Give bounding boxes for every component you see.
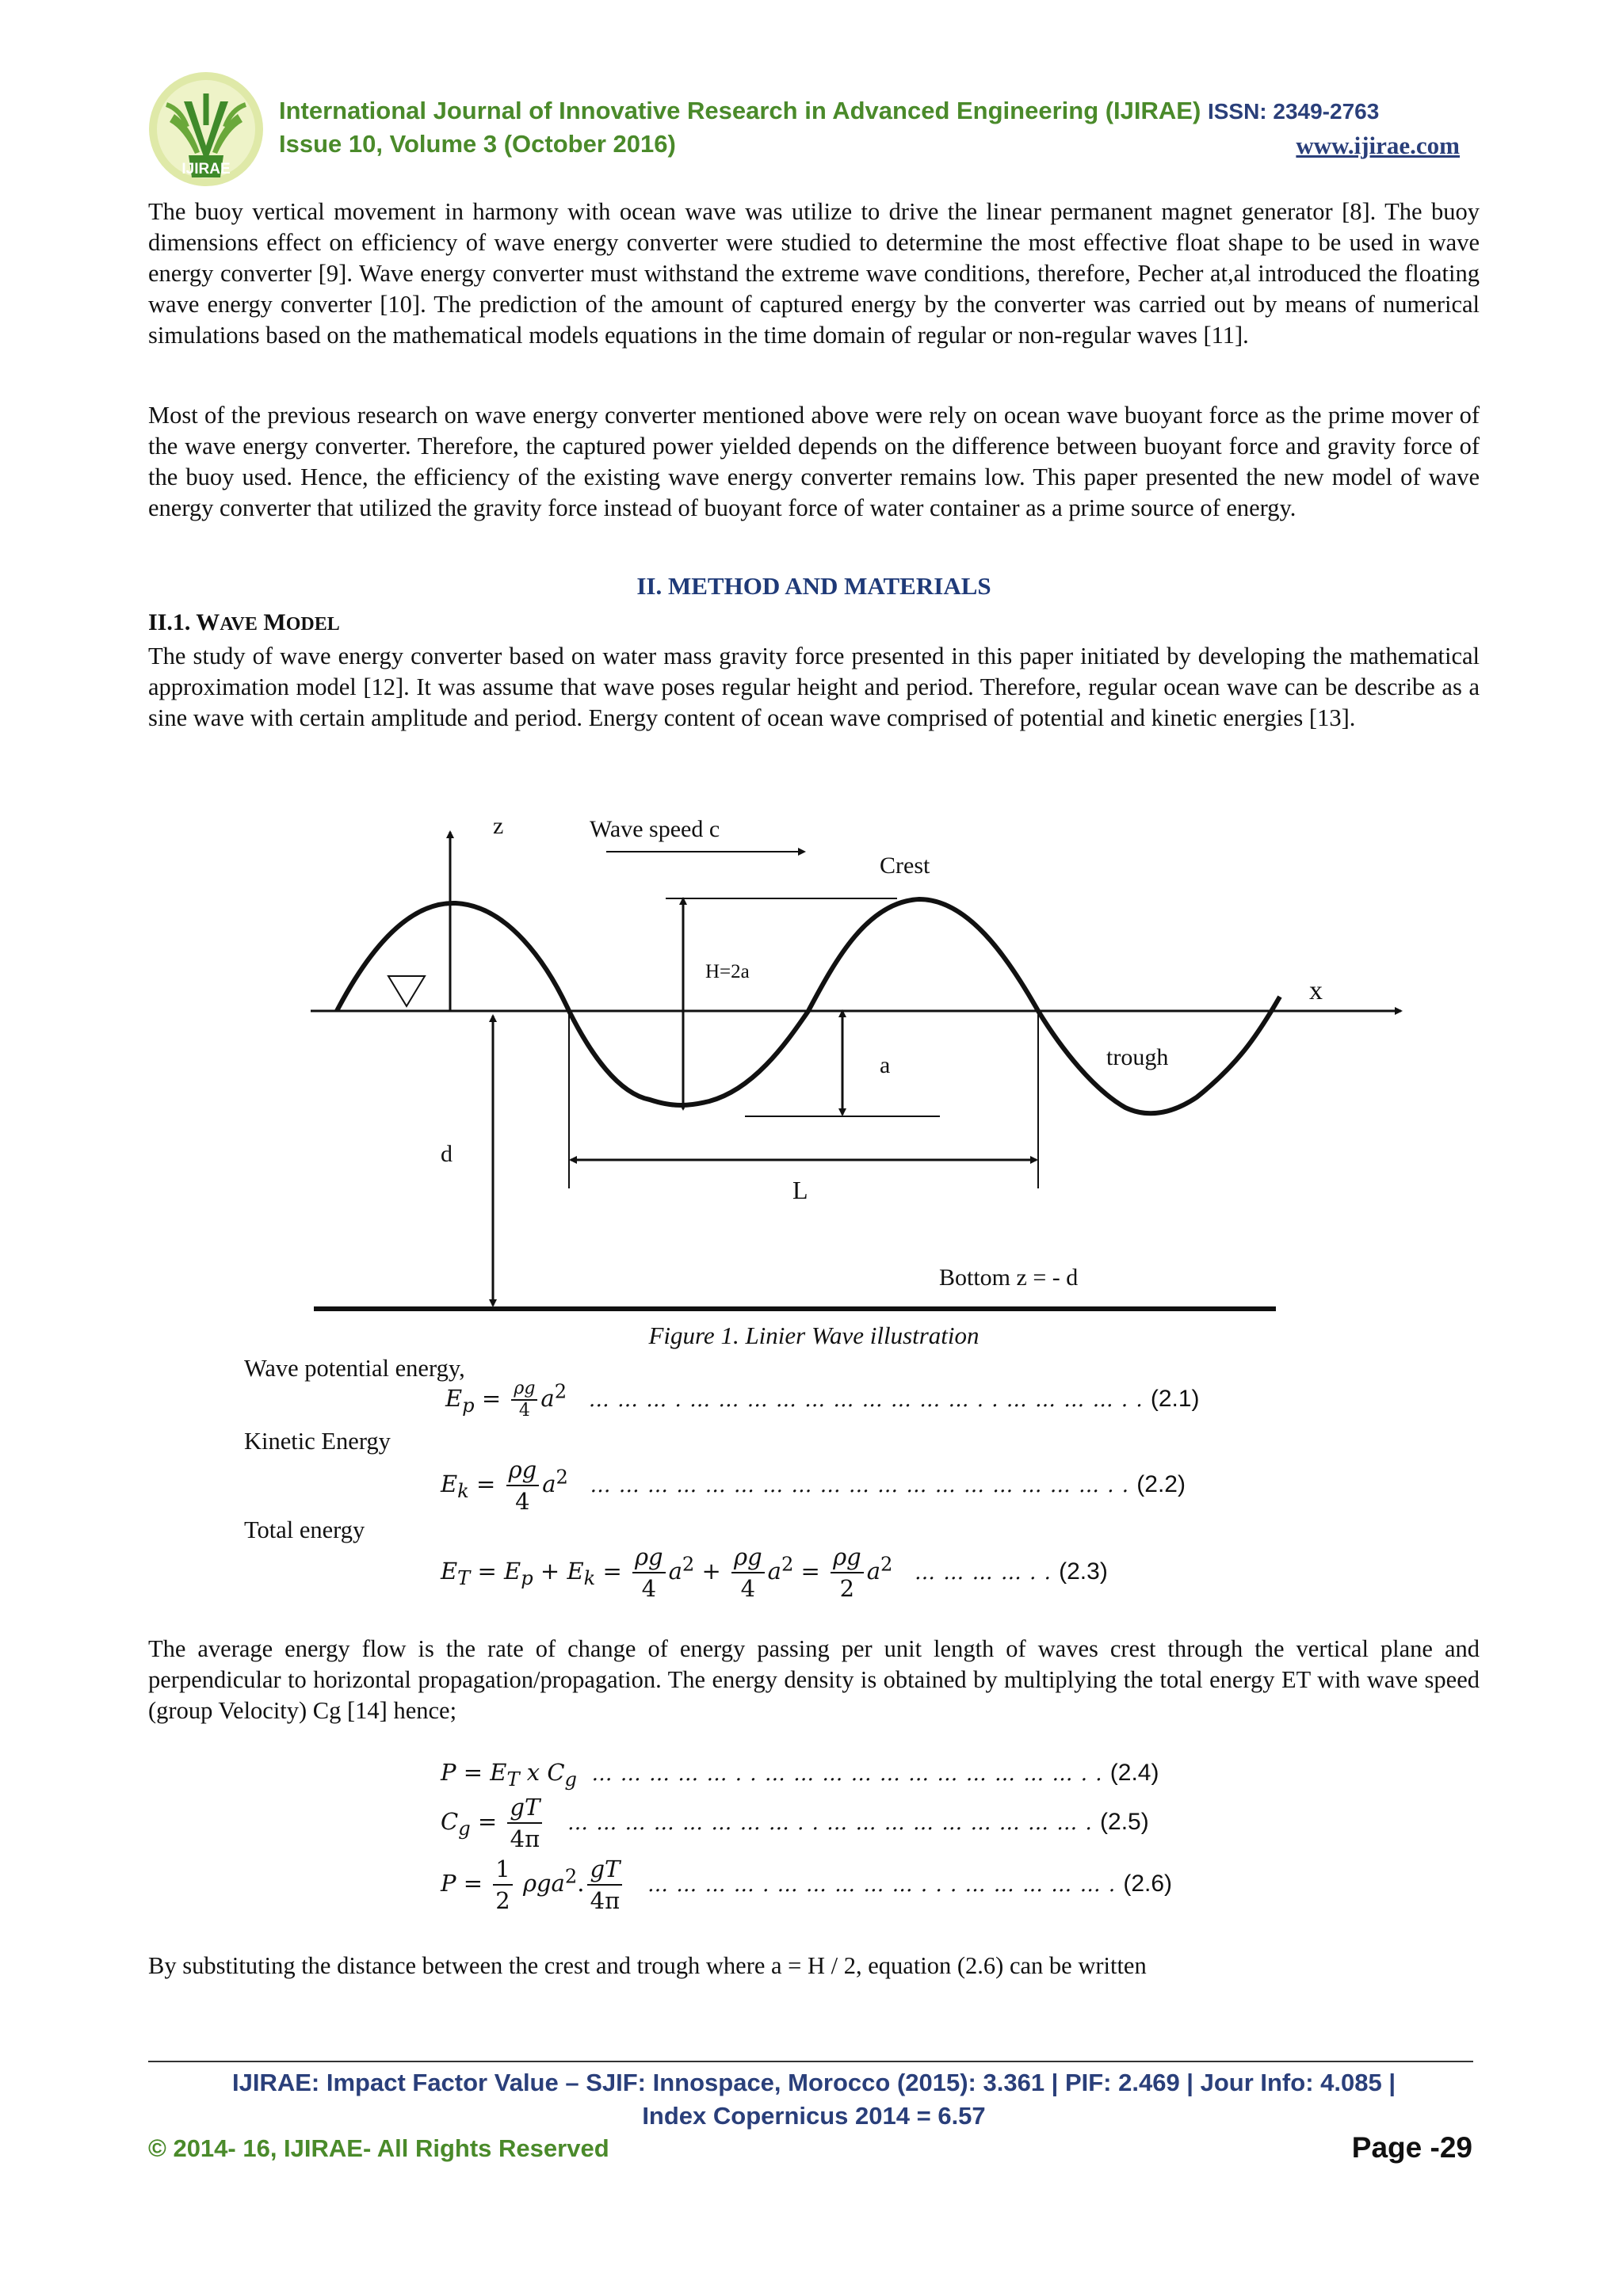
issue-info: Issue 10, Volume 3 (October 2016) — [279, 130, 676, 158]
potential-energy-label: Wave potential energy, — [244, 1355, 465, 1382]
bottom-label: Bottom z = - d — [939, 1264, 1079, 1291]
paragraph-4: The average energy flow is the rate of change of energy passing per unit length of waves crest through the vertical plane and perpendicular to horizontal propagation/propagation. The energy density is obtained by multiplying the total energy ET with wave speed (group Velocity) Cg [14] hence; — [148, 1635, 1480, 1724]
equation-2-6: P = $\frac{1}{2}$ ρga$^2$. $\frac{gT}{4\pi}$ … … … … . … … … … … . . . … … … … … . (2.6) — [441, 1855, 1173, 1914]
equation-2-5: $C_g$ = $\frac{gT}{4\pi}$ … … … … … … … … . . … … … … … … … … … . (2.5) — [441, 1794, 1149, 1852]
figure-caption: Figure 1. Linier Wave illustration — [648, 1322, 980, 1349]
wavelength-label: L — [792, 1176, 808, 1204]
paragraph-2: Most of the previous research on wave energy converter mentioned above were rely on ocean wave buoyant force as the prime mover of the wave energy converter. Therefore, the captured power yielded depends on the difference between buoyant force and gravity force of the buoy used. Hence, the efficiency of the existing wave energy converter remains low. This paper presented the new model of wave energy converter that utilized the gravity force instead of buoyant force of water container as a prime source of energy. — [148, 402, 1480, 521]
section-title: II. METHOD AND MATERIALS — [636, 572, 991, 600]
footer-divider — [148, 2061, 1473, 2062]
z-label: z — [493, 813, 504, 839]
journal-url[interactable]: www.ijirae.com — [1296, 132, 1460, 159]
x-label: x — [1309, 976, 1323, 1005]
paragraph-5: By substituting the distance between the crest and trough where a = H / 2, equation (2.6) can be written — [148, 1952, 1147, 1979]
a-label: a — [880, 1052, 891, 1078]
page-number: Page -29 — [1351, 2131, 1472, 2164]
subsection-title: II.1. WAVE MODEL — [148, 609, 340, 635]
wave-curve — [337, 899, 1280, 1113]
equation-2-4: $P = E_T$ x $C_g$ … … … … … . . … … … … … … … … … … … . . (2.4) — [441, 1759, 1159, 1791]
copyright: © 2014- 16, IJIRAE- All Rights Reserved — [148, 2134, 609, 2162]
footer-impact: IJIRAE: Impact Factor Value – SJIF: Innospace, Morocco (2015): 3.361 | PIF: 2.469 | Jour Info: 4.085 | Index Copernicus 2014 = 6.57 — [232, 2069, 1396, 2130]
water-level-icon — [388, 976, 425, 1006]
d-label: d — [441, 1141, 453, 1167]
issn: ISSN: 2349-2763 — [1207, 99, 1380, 124]
paragraph-3: The study of wave energy converter based on water mass gravity force presented in this paper initiated by developing the mathematical approximation model [12]. It was assume that wave poses regular height and period. Therefore, regular ocean wave can be describe as a sine wave with certain amplitude and period. Energy content of ocean wave comprised of potential and kinetic energies [13]. — [148, 643, 1480, 731]
height-label: H=2a — [705, 961, 750, 982]
equation-2-1: $E_p$ = $\frac{\rho g}{4}$ $a^2$ … … … . … … … … … … … … … … . . … … … … . . (2.1) — [445, 1379, 1200, 1421]
total-energy-label: Total energy — [244, 1516, 365, 1543]
equation-2-2: $E_k$ = $\frac{\rho g}{4}$ $a^2$ … … … … … … … … … … … … … … … … … … . . (2.2) — [441, 1456, 1186, 1515]
logo-text: IJIRAE — [181, 161, 231, 177]
kinetic-energy-label: Kinetic Energy — [244, 1428, 391, 1455]
journal-logo — [143, 70, 269, 189]
trough-label: trough — [1106, 1044, 1169, 1070]
journal-title: International Journal of Innovative Research in Advanced Engineering (IJIRAE) ISSN: 2349-2763 — [279, 97, 1380, 124]
wave-speed-label: Wave speed c — [590, 816, 720, 842]
paragraph-1: The buoy vertical movement in harmony with ocean wave was utilize to drive the linear permanent magnet generator [8]. The buoy dimensions effect on efficiency of wave energy converter were studied to determine the most effective float shape to be used in wave energy converter [9]. Wave energy converter must withstand the extreme wave conditions, therefore, Pecher at,al introduced the floating wave energy converter [10]. The prediction of the amount of captured energy by the converter was carried out by means of numerical simulations based on the mathematical models equations in the time domain of regular or non-regular waves [11]. — [148, 198, 1480, 349]
equation-2-3: $E_T = E_p + E_k$ = $\frac{\rho g}{4}$ $a^2$ + $\frac{\rho g}{4}$ $a^2$ = $\frac{\rho g}{2}$ $a^2$ … … … … . . (2.3) — [441, 1543, 1108, 1602]
crest-label: Crest — [880, 852, 930, 879]
